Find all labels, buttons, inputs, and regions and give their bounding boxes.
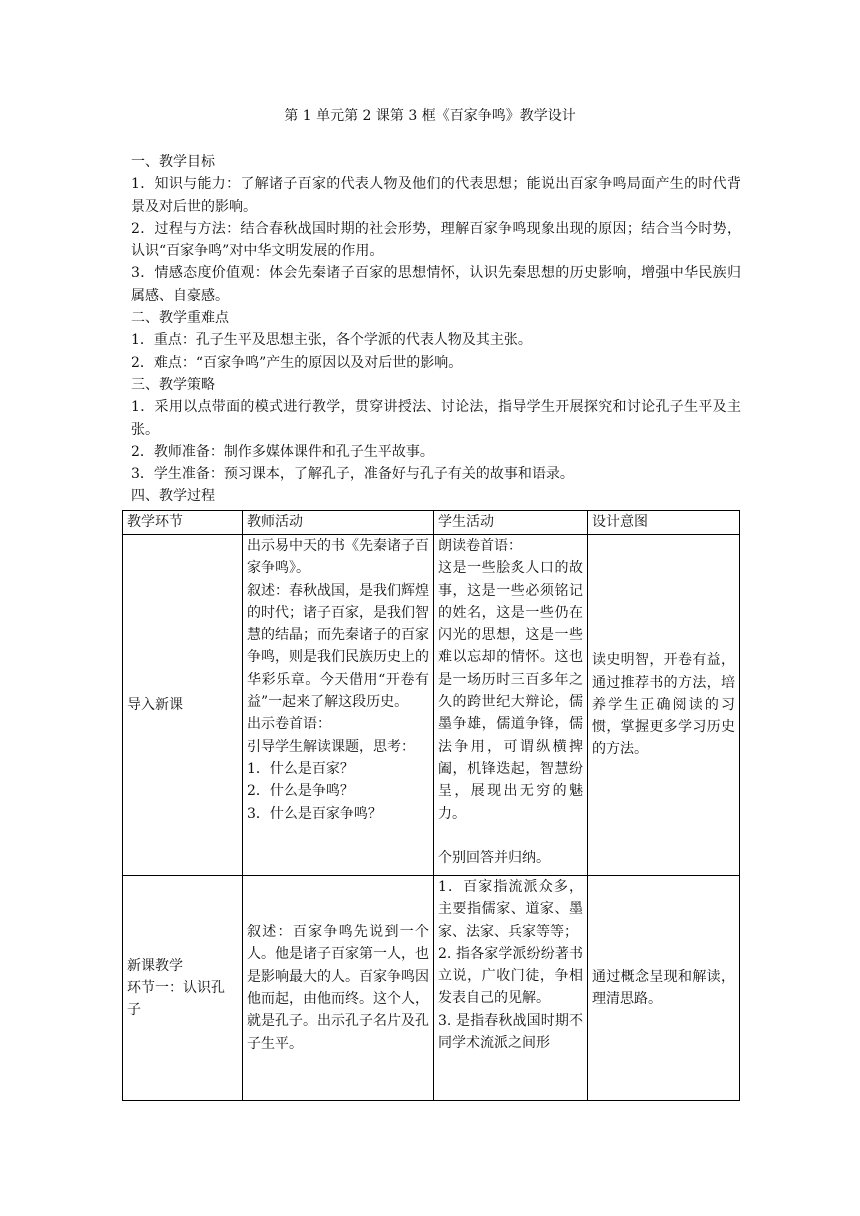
teacher-activity-text: 引导学生解读课题，思考： [247, 738, 415, 755]
stage-text: 环节一：认识孔子 [127, 979, 225, 1019]
stage-text: 新课教学 [127, 957, 183, 974]
student-activity-text: 这是一些脍炙人口的故事，这是一些必须铭记的姓名，这是一些仍在闪光的思想，这是一些难以忘却的情怀。这也是一场历时三百多年之久的跨世纪大辩论，儒墨争雄，儒道争锋，儒法争用，可谓纵横捭阖，机锋迭起，智慧纷呈，展现出无穷的魅力。 [438, 560, 583, 822]
stage-cell: 导入新课 [123, 535, 243, 876]
document-body [131, 151, 741, 508]
table-header-row [123, 511, 740, 535]
teacher-activity-text: 2．什么是争鸣？ [247, 783, 354, 800]
design-intent-cell: 通过概念呈现和解读，理清思路。 [588, 876, 740, 1101]
section-heading-objectives: 一、教学目标 [131, 154, 215, 170]
student-activity-text: 3. 是指春秋战国时期不同学术流派之间形 [438, 1012, 583, 1052]
teacher-activity-text: 3．什么是百家争鸣？ [247, 805, 382, 822]
student-activity-text: 个别回答并归纳。 [438, 849, 550, 866]
section-heading-key-points: 二、教学重难点 [131, 310, 229, 327]
table-header-cell: 设计意图 [588, 511, 740, 535]
table-header-cell: 教学环节 [123, 511, 243, 535]
strategy-item: 3．学生准备：预习课本，了解孔子，准备好与孔子有关的故事和语录。 [131, 466, 574, 483]
objective-item: 3．情感态度价值观：体会先秦诸子百家的思想情怀，认识先秦思想的历史影响，增强中华民族归属感、自豪感。 [131, 265, 741, 304]
student-activity-clip [438, 876, 583, 1100]
stage-cell [123, 876, 243, 1101]
key-point-item: 2．难点：“百家争鸣”产生的原因以及对后世的影响。 [131, 354, 463, 371]
teacher-activity-cell: 叙述：百家争鸣先说到一个人。他是诸子百家第一人，也是影响最大的人。百家争鸣因他而起，由他而终。这个人，就是孔子。出示孔子名片及孔子生平。 [243, 876, 434, 1101]
key-point-item: 1．重点：孔子生平及思想主张，各个学派的代表人物及其主张。 [131, 332, 532, 349]
student-activity-text: 1．百家指流派众多，主要指儒家、道家、墨家、法家、兵家等等； [438, 879, 583, 940]
section-heading-strategy: 三、教学策略 [131, 376, 215, 393]
teacher-activity-text: 出示卷首语： [247, 716, 331, 733]
student-activity-text: 2. 指各家学派纷纷著书立说，广收门徒，争相发表自己的见解。 [438, 945, 583, 1007]
strategy-item: 2．教师准备：制作多媒体课件和孔子生平故事。 [131, 443, 434, 460]
objective-item: 1．知识与能力：了解诸子百家的代表人物及他们的代表思想；能说出百家争鸣局面产生的时代背景及对后世的影响。 [131, 176, 741, 215]
teacher-activity-text: 出示易中天的书《先秦诸子百家争鸣》。 [247, 538, 429, 577]
teacher-activity-text: 叙述：春秋战国，是我们辉煌的时代；诸子百家，是我们智慧的结晶；而先秦诸子的百家争鸣，则是我们民族历史上的华彩乐章。今天借用“开卷有益”一起来了解这段历史。 [247, 582, 429, 711]
table-row [123, 535, 740, 876]
objective-item: 2．过程与方法：结合春秋战国时期的社会形势，理解百家争鸣现象出现的原因；结合当今时势，认识“百家争鸣”对中华文明发展的作用。 [131, 220, 741, 260]
table-row [123, 876, 740, 1101]
student-activity-cell [434, 876, 588, 1101]
section-heading-process: 四、教学过程 [131, 488, 215, 505]
teacher-activity-text: 1．什么是百家？ [247, 760, 354, 777]
teacher-activity-cell [243, 535, 434, 876]
table-header-cell: 学生活动 [434, 511, 588, 535]
table-header-cell: 教师活动 [243, 511, 434, 535]
design-intent-cell: 读史明智，开卷有益，通过推荐书的方法，培养学生正确阅读的习惯，掌握更多学习历史的方法。 [588, 535, 740, 876]
student-activity-cell [434, 535, 588, 876]
teaching-process-table [122, 510, 740, 1101]
student-activity-text: 朗读卷首语： [438, 538, 522, 554]
document-title: 第 1 单元第 2 课第 3 框《百家争鸣》教学设计 [284, 108, 576, 124]
strategy-item: 1．采用以点带面的模式进行教学，贯穿讲授法、讨论法，指导学生开展探究和讨论孔子生平及主张。 [131, 399, 741, 438]
